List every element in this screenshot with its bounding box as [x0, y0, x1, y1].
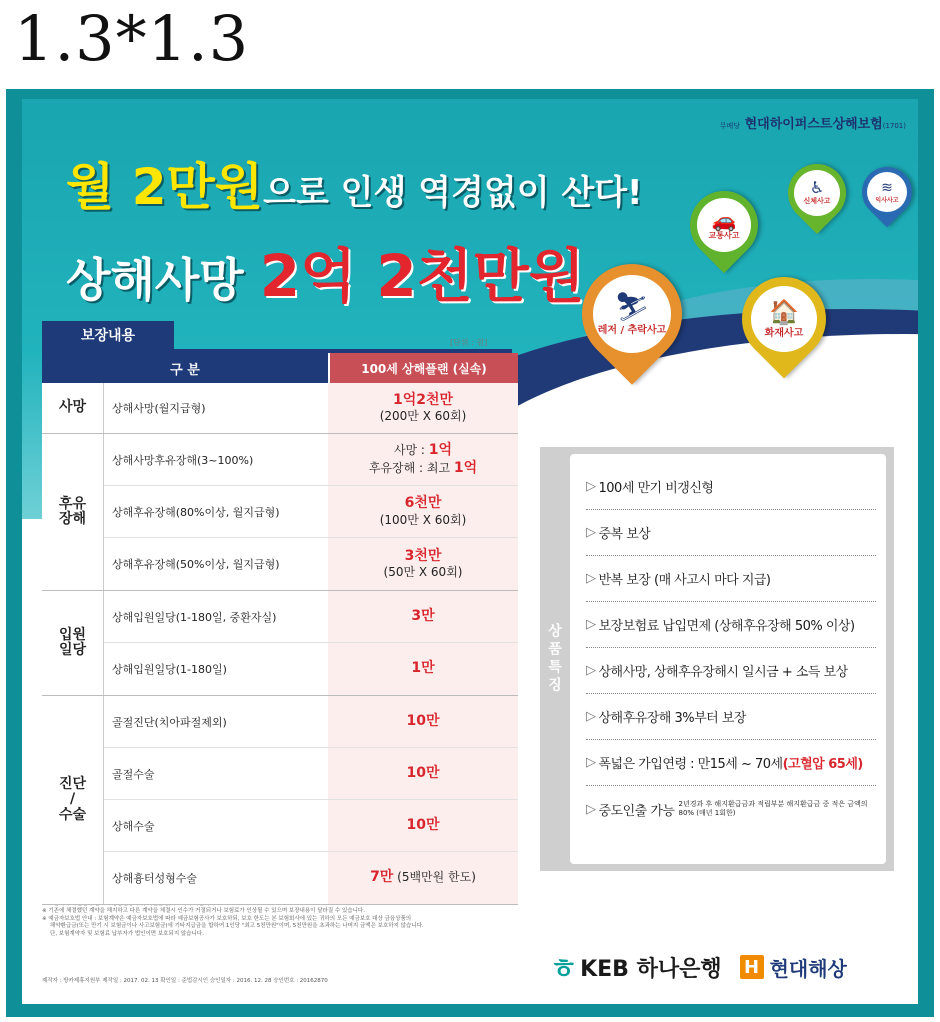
feature-item: ▷ 폭넓은 가입연령 : 만15세 ~ 70세 (고혈압 65세): [586, 740, 876, 786]
header-plan: 100세 상해플랜 (실속): [330, 353, 518, 383]
feature-item: ▷ 반복 보장 (매 사고시 마다 지급): [586, 556, 876, 602]
row-value: 1억2천만 (200만 X 60회): [328, 383, 518, 433]
group-name: 후유 장해: [42, 434, 104, 590]
table-row: [104, 852, 518, 904]
row-label: 골절수술: [112, 767, 155, 781]
table-row: [104, 696, 518, 748]
chevron-right-icon: ▷: [586, 663, 596, 678]
row-value: 6천만 (100만 X 60회): [328, 486, 518, 537]
pin-traffic-accident: 🚗 교통사고: [676, 177, 772, 273]
group-hospitalization: [42, 591, 518, 696]
chevron-right-icon: ▷: [586, 525, 596, 540]
header-category: 구 분: [42, 353, 328, 383]
headline-line2: 상해사망 2억 2천만원: [66, 242, 585, 310]
insurance-poster: [6, 89, 934, 1017]
row-label: 상해사망후유장해(3~100%): [112, 453, 254, 467]
brand-name: 무배당 현대하이퍼스트상해보험(1701): [719, 117, 906, 132]
coverage-table: [42, 353, 518, 905]
row-label: 골절진단(치아파절제외): [112, 715, 227, 729]
headline-line1: 월 2만원으로 인생 역경없이 산다!: [66, 158, 643, 216]
table-row: [104, 748, 518, 800]
keb-hana-logo: ㅎ KEB 하나은행: [550, 947, 722, 987]
row-value: 3천만 (50만 X 60회): [328, 538, 518, 590]
falling-person-icon: ⛷: [614, 289, 650, 323]
feature-item: ▷ 상해후유장해 3%부터 보장: [586, 694, 876, 740]
table-row: [104, 383, 518, 433]
row-label: 상해입원일당(1-180일): [112, 663, 227, 676]
group-name: 사망: [42, 383, 104, 433]
group-name: 입원 일당: [42, 591, 104, 695]
coverage-table-header: [42, 353, 518, 383]
feature-item: ▷ 중도인출 가능 2년경과 후 해지환급금과 적립부분 해지환급금 중 적은 금액의 80% (매년 1회한): [586, 786, 876, 832]
fire-house-icon: 🏠: [769, 297, 799, 326]
drowning-icon: ≋: [881, 179, 893, 196]
pin-leisure-accident: ⛷ 레저 / 추락사고: [561, 243, 702, 384]
row-value: 7만 (5백만원 한도): [328, 852, 518, 904]
row-label: 상해수술: [112, 819, 155, 833]
group-diagnosis-surgery: [42, 696, 518, 905]
row-label: 상해흉터성형수술: [112, 872, 198, 885]
group-death: [42, 383, 518, 434]
pin-body-accident: ♿ 신체사고: [776, 152, 858, 234]
size-label: 1.3*1.3: [14, 2, 250, 75]
table-row: [104, 643, 518, 695]
chevron-right-icon: ▷: [586, 617, 596, 632]
headline-death-benefit: 2억 2천만원: [259, 242, 585, 310]
approval-meta: 제작자 : 방카제휴지원부 제작일 : 2017. 02. 13 확인일 : 준법감시인 승인일자 : 2016. 12. 28 승인번호 : 20162870: [42, 978, 328, 984]
pin-fire-accident: 🏠 화재사고: [725, 260, 844, 379]
feature-item: ▷ 중복 보상: [586, 510, 876, 556]
disclaimer-notes: ※ 기존에 체결했던 계약을 해지하고 다른 계약을 체결시 인수가 거절되거나 보험료가 인상될 수 있으며 보장내용이 달라질 수 있습니다. ※ 예금자보호법 안내 : 보험계약은 예금자보호법에 따라 예금보험공사가 보호하되, 보호 한도는 본 보험회사에 있는 귀하의 모든 예금보호 대상 금융상품의 해약환급금(또는 만기 시 보험금이나 사고보험금)에 기타지급금을 합하여 1인당 "최고 5천만원"이며, 5천만원을 초과하는 나머지 금액은 보호하지 않습니다. 단, 보험계약자 및 보험료 납부자가 법인이면 보호되지 않습니다.: [42, 908, 424, 937]
table-row: [104, 486, 518, 538]
feature-subnote: 2년경과 후 해지환급금과 적립부분 해지환급금 중 적은 금액의 80% (매년 1회한): [678, 800, 868, 817]
row-value: 10만: [328, 696, 518, 747]
row-value: 10만: [328, 748, 518, 799]
row-value: 3만: [328, 591, 518, 642]
row-label: 상해입원일당(1-180일, 중환자실): [112, 610, 277, 624]
keb-hana-icon: ㅎ: [550, 952, 578, 985]
hyundai-marine-logo: H 현대해상: [740, 953, 847, 982]
row-value: 1만: [328, 643, 518, 695]
feature-item: ▷ 보장보험료 납입면제 (상해후유장해 50% 이상): [586, 602, 876, 648]
car-icon: 🚗: [711, 207, 737, 232]
table-row: [104, 591, 518, 643]
feature-item: ▷ 상해사망, 상해후유장해시 일시금 + 소득 보상: [586, 648, 876, 694]
poster-inner: [22, 99, 918, 1004]
pin-drowning-accident: ≋ 익사사고: [852, 157, 918, 228]
unit-label: [단위 : 원]: [450, 338, 488, 347]
chevron-right-icon: ▷: [586, 479, 596, 494]
features-list: [570, 454, 886, 864]
row-label: 상해후유장해(80%이상, 월지급형): [112, 505, 280, 519]
row-label: 상해후유장해(50%이상, 월지급형): [112, 558, 280, 571]
feature-highlight: (고혈압 65세): [782, 757, 863, 772]
partner-logos: [550, 947, 847, 987]
coverage-divider: [42, 349, 512, 353]
row-value: 10만: [328, 800, 518, 851]
coverage-tab: 보장내용: [42, 321, 174, 349]
injured-person-icon: ♿: [809, 178, 825, 197]
chevron-right-icon: ▷: [586, 571, 596, 586]
table-row: [104, 538, 518, 590]
chevron-right-icon: ▷: [586, 709, 596, 724]
chevron-right-icon: ▷: [586, 801, 596, 817]
row-label: 상해사망(월지급형): [112, 402, 206, 415]
chevron-right-icon: ▷: [586, 755, 596, 770]
table-row: [104, 800, 518, 852]
hyundai-marine-icon: H: [740, 955, 764, 979]
group-name: 진단 / 수술: [42, 696, 104, 904]
row-value: 사망 : 1억 후유장해 : 최고 1억: [328, 434, 518, 485]
feature-item: ▷ 100세 만기 비갱신형: [586, 464, 876, 510]
headline-monthly-price: 월 2만원: [66, 158, 264, 216]
features-side-label: 상품특징: [546, 623, 562, 695]
product-features-panel: [540, 447, 894, 871]
table-row: [104, 434, 518, 486]
group-disability: [42, 434, 518, 591]
